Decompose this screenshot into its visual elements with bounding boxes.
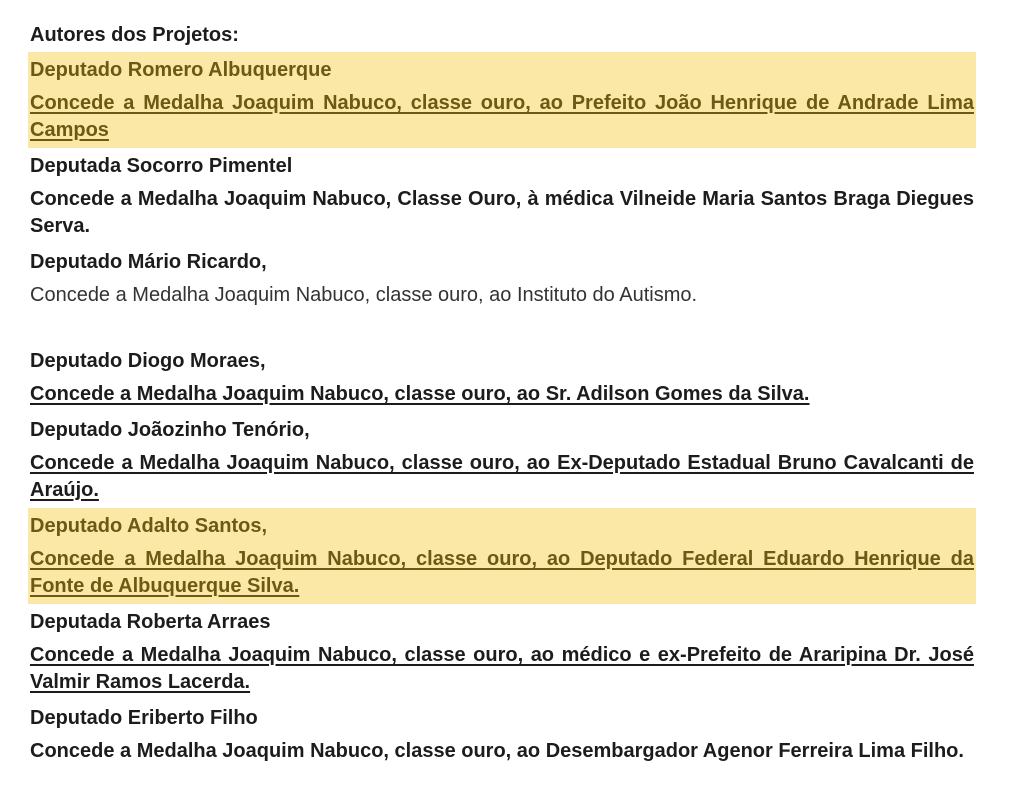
project-description: Concede a Medalha Joaquim Nabuco, classe ouro, ao Sr. Adilson Gomes da Silva. [30, 383, 810, 405]
project-entry-8 [28, 700, 976, 769]
project-author: Deputado Romero Albuquerque [30, 59, 332, 81]
project-author: Deputada Socorro Pimentel [30, 155, 293, 177]
project-author: Deputada Roberta Arraes [30, 611, 271, 633]
spacer [28, 313, 976, 343]
project-author: Deputado Adalto Santos, [30, 515, 268, 537]
project-description: Concede a Medalha Joaquim Nabuco, classe ouro, ao médico e ex-Prefeito de Araripina Dr. José Valmir Ramos Lacerda. [30, 644, 974, 693]
project-description: Concede a Medalha Joaquim Nabuco, classe ouro, ao Prefeito João Henrique de Andrade Lima Campos [30, 92, 974, 141]
project-author: Deputado Joãozinho Tenório, [30, 419, 310, 441]
project-entry-6 [28, 508, 976, 604]
project-entry-4 [28, 343, 976, 412]
project-entry-2 [28, 148, 976, 244]
project-entry-3 [28, 244, 976, 313]
project-entry-1 [28, 52, 976, 148]
document-content [28, 18, 976, 769]
project-author: Deputado Eriberto Filho [30, 707, 258, 729]
project-description: Concede a Medalha Joaquim Nabuco, Classe Ouro, à médica Vilneide Maria Santos Braga Diegues Serva. [30, 188, 974, 237]
project-description: Concede a Medalha Joaquim Nabuco, classe ouro, ao Desembargador Agenor Ferreira Lima Filho. [30, 740, 964, 762]
project-description: Concede a Medalha Joaquim Nabuco, classe ouro, ao Ex-Deputado Estadual Bruno Cavalcanti de Araújo. [30, 452, 974, 501]
project-author: Deputado Diogo Moraes, [30, 350, 266, 372]
project-description: Concede a Medalha Joaquim Nabuco, classe ouro, ao Deputado Federal Eduardo Henrique da Fonte de Albuquerque Silva. [30, 548, 974, 597]
project-entry-5 [28, 412, 976, 508]
section-title: Autores dos Projetos: [30, 24, 239, 46]
project-author: Deputado Mário Ricardo, [30, 251, 267, 273]
project-entry-7 [28, 604, 976, 700]
project-description: Concede a Medalha Joaquim Nabuco, classe ouro, ao Instituto do Autismo. [30, 284, 698, 306]
